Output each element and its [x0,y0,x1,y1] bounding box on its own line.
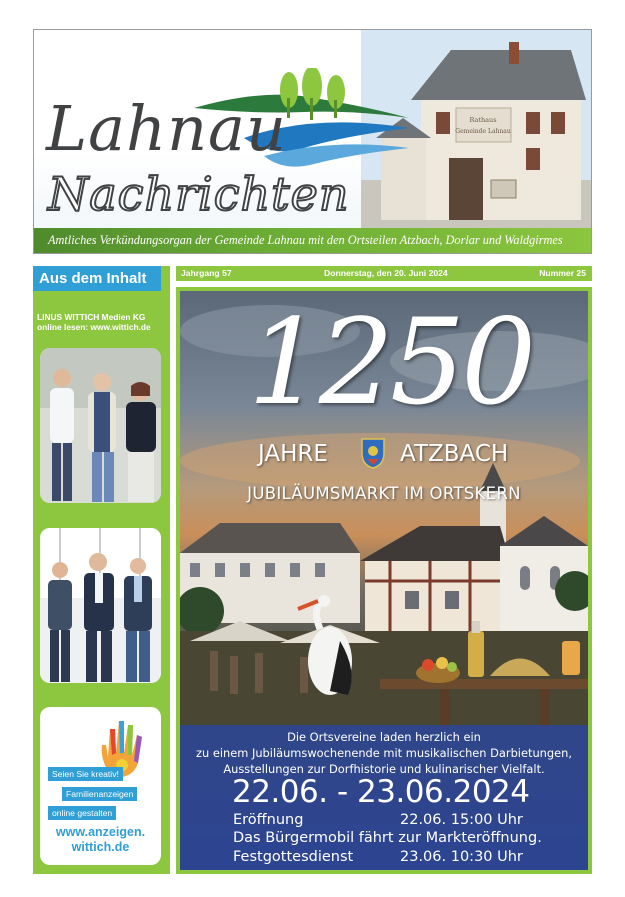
publisher-name: LINUS WITTICH Medien KG [37,312,146,322]
event-opening-time: 22.06. 15:00 Uhr [400,812,523,828]
poster-frame [176,287,592,874]
ad-url-link[interactable] [40,825,161,855]
event-opening-label: Eröffnung [233,812,304,828]
svg-text:Gemeinde Lahnau: Gemeinde Lahnau [455,128,511,135]
poster-subtitle: JUBILÄUMSMARKT IM ORTSKERN [247,484,521,503]
invitation-text [180,729,588,777]
publisher-info [37,312,167,332]
event-service-label: Festgottesdienst [233,849,354,865]
ad-chip-online: online gestalten [48,806,116,820]
ad-url-line2: wittich.de [71,840,130,854]
atzbach-crest-icon [360,437,386,469]
invitation-line-1: Die Ortsvereine laden herzlich ein [287,730,481,744]
anniversary-number: 1250 [247,293,533,431]
poster-place: ATZBACH [400,441,509,467]
issue-info-bar [176,266,592,281]
invitation-line-2: zu einem Jubiläumswochenende mit musikalischen Darbietungen, [196,746,572,760]
issue-number: Nummer 25 [539,268,586,278]
publisher-link[interactable]: online lesen: www.wittich.de [37,322,151,332]
svg-text:Rathaus: Rathaus [469,116,497,124]
anniversary-poster[interactable] [180,291,588,870]
ad-url-line1: www.anzeigen. [55,825,146,839]
ad-chip-kreativ: Seien Sie kreativ! [48,767,123,781]
issue-date: Donnerstag, den 20. Juni 2024 [324,268,448,278]
masthead-title-line1: Lahnau [46,92,287,165]
invitation-line-3: Ausstellungen zur Dorfhistorie und kulinarischer Vielfalt. [223,762,545,776]
sidebar [33,266,170,874]
sidebar-photo-2[interactable] [40,528,161,683]
issue-volume: Jahrgang 57 [181,268,232,278]
event-service-time: 23.06. 10:30 Uhr [400,849,523,865]
wittich-ad[interactable] [40,707,161,865]
masthead-title-line2: Nachrichten [48,167,350,221]
sidebar-heading: Aus dem Inhalt [33,266,161,291]
ad-chip-familienanzeigen: Familienanzeigen [62,787,137,801]
poster-jahre: JAHRE [258,441,328,467]
masthead [33,29,592,254]
sidebar-photo-1[interactable] [40,348,161,503]
group-photo-three-men [40,528,161,683]
event-buergermobil-note: Das Bürgermobil fährt zur Markteröffnung. [233,830,542,846]
masthead-tagline: Amtliches Verkündungsorgan der Gemeinde Lahnau mit den Ortsteilen Atzbach, Dorlar und Waldgirmes [34,228,591,253]
poster-info-panel [180,725,588,870]
event-date-range: 22.06. - 23.06.2024 [232,774,530,810]
group-photo-three-people [40,348,161,503]
